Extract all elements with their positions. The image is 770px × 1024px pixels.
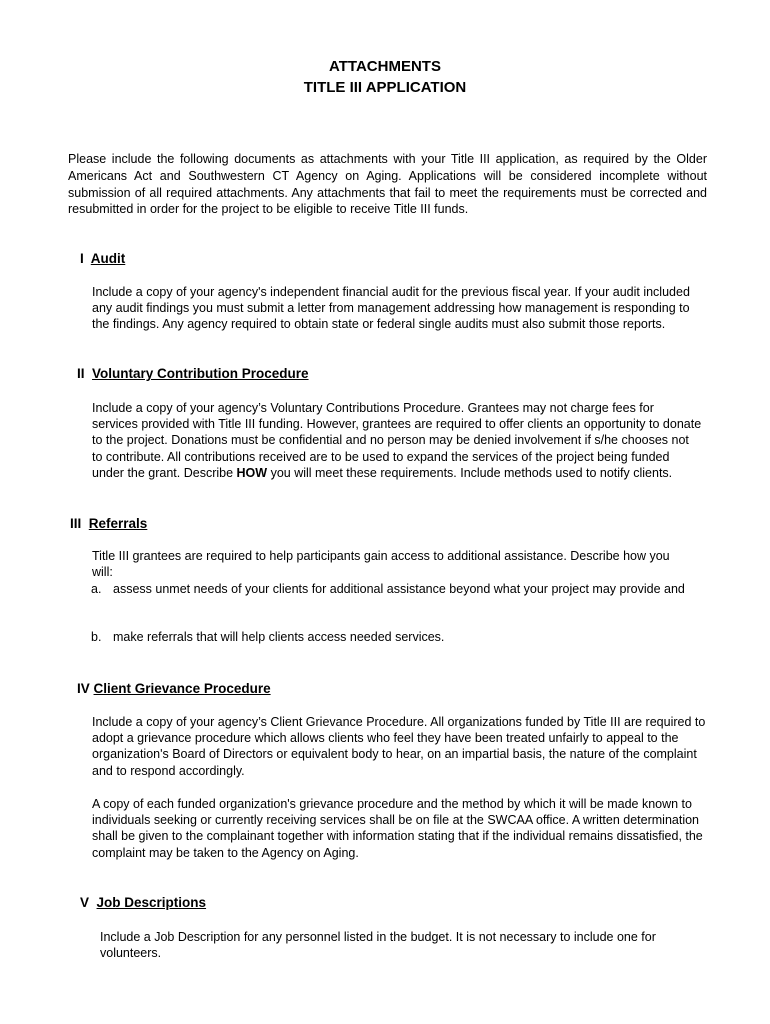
body-text: you will meet these requirements. Include methods used to notify clients.: [267, 465, 673, 480]
list-item: [91, 629, 703, 645]
section-numeral: I: [80, 251, 84, 266]
section-body-grievance: Include a copy of your agency’s Client Grievance Procedure. All organizations funded by Title III are required to adopt a grievance procedure which allows clients who feel they have been treated unfairly to appeal to the organization's Board of Directors or equivalent body to hear, on an impartial basis, the nature of the complaint and to respond accordingly.: [92, 715, 706, 778]
list-item-text: make referrals that will help clients access needed services.: [113, 630, 445, 644]
list-item: [91, 581, 703, 597]
section-body-jobs: Include a Job Description for any personnel listed in the budget. It is not necessary to include one for volunteers.: [100, 930, 656, 961]
list-item-label: a.: [91, 582, 102, 596]
section-heading-grievance: [77, 681, 271, 697]
document-subtitle: TITLE III APPLICATION: [303, 79, 467, 96]
section-heading-voluntary: [77, 366, 309, 382]
section-heading-referrals: [70, 516, 147, 532]
section-title: Client Grievance Procedure: [93, 681, 271, 696]
section-numeral: IV: [77, 681, 90, 696]
section-numeral: III: [70, 516, 82, 531]
section-numeral: V: [80, 895, 90, 910]
list-item-text: assess unmet needs of your clients for additional assistance beyond what your project may provide and: [113, 582, 685, 596]
list-item-label: b.: [91, 630, 102, 644]
section-body-referrals: Title III grantees are required to help participants gain access to additional assistance. Describe how you will:: [92, 549, 670, 580]
section-heading-audit: [80, 251, 125, 267]
document-title: ATTACHMENTS: [329, 58, 441, 75]
section-title: Voluntary Contribution Procedure: [92, 366, 309, 381]
section-heading-jobs: [80, 895, 206, 911]
emphasis-text: HOW: [236, 465, 268, 480]
intro-paragraph: Please include the following documents as attachments with your Title III application, as required by the Older Americans Act and Southwestern CT Agency on Aging. Applications will be considered incomplete without submission of all required attachments. Any attachments that fail to meet the requirements must be corrected and resubmitted in order for the project to be eligible to receive Title III funds.: [68, 152, 707, 217]
section-title: Audit: [90, 251, 126, 266]
section-title: Job Descriptions: [96, 895, 207, 910]
section-numeral: II: [77, 366, 85, 381]
section-body-voluntary: [92, 400, 702, 481]
section-body-grievance-2: A copy of each funded organization's grievance procedure and the method by which it will be made known to individuals seeking or currently receiving services shall be on file at the SWCAA office. A written determination shall be given to the complainant together with information stating that if the individual remains dissatisfied, the complaint may be taken to the Agency on Aging.: [92, 797, 703, 860]
section-title: Referrals: [88, 516, 148, 531]
section-body-audit: Include a copy of your agency's independent financial audit for the previous fiscal year. If your audit included any audit findings you must submit a letter from management addressing how management is responding to the findings. Any agency required to obtain state or federal single audits must also submit those reports.: [92, 285, 690, 332]
body-text: Include a copy of your agency’s Voluntary Contributions Procedure. Grantees may not charge fees for services provided with Title III funding. However, grantees are required to offer clients an opportunity to donate to the project. Donations must be confidential and no person may be denied involvement if s/he chooses not to contribute. All contributions received are to be used to expand the services of the project being funded under the grant. Describe: [92, 401, 702, 480]
